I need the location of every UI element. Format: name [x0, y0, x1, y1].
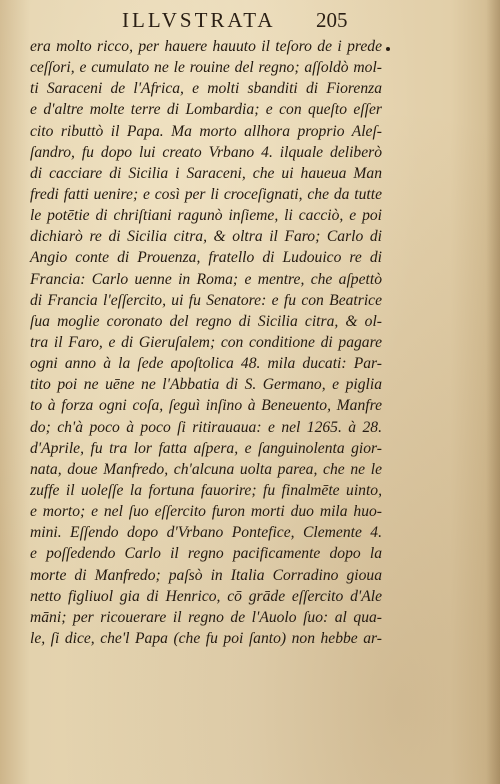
text-line: d'Aprile, fu tra lor fatta aſpera, e ſanguinolenta gior- [30, 439, 382, 457]
text-line: e morto; e nel ſuo eſſercito furon morti duo mila huo- [30, 503, 382, 521]
text-line: mini. Eſſendo dopo d'Vrbano Pontefice, Clemente 4. [30, 524, 382, 542]
page-header [0, 8, 500, 34]
page-number: 205 [316, 8, 348, 32]
text-line: zuffe il uoleſſe la fortuna fauorire; fu finalmēte uinto, [30, 481, 382, 499]
text-line: tito poi ne uēne ne l'Abbatia di S. Germano, e piglia [30, 376, 382, 394]
text-line: e d'altre molte terre di Lombardia; e con queſto eſſer [30, 101, 382, 119]
text-line: netto figliuol gia di Henrico, cō grāde eſſercito d'Ale [30, 587, 382, 605]
text-line: nata, doue Manfredo, ch'alcuna uolta parea, che ne le [30, 460, 382, 478]
body-text [30, 36, 382, 649]
margin-ink-dot [386, 47, 390, 51]
text-line: ſandro, fu dopo lui creato Vrbano 4. ilquale deliberò [30, 143, 382, 161]
text-line: Francia: Carlo uenne in Roma; e mentre, che aſpettò [30, 270, 382, 288]
text-line: era molto ricco, per hauere hauuto il teſoro de i prede [30, 38, 382, 55]
page-edge-shadow [486, 0, 500, 784]
text-line: dichiarò re di Sicilia citra, & oltra il Faro; Carlo di [30, 228, 382, 246]
text-line: le potētie di chriſtiani ragunò inſieme, li cacciò, e poi [30, 207, 382, 225]
text-line: le, ſi dice, che'l Papa (che fu poi ſanto) non hebbe ar- [30, 629, 382, 647]
running-head: ILLVSTRATA [122, 8, 276, 32]
text-line: di Francia l'eſſercito, ui fu Senatore: e fu con Beatrice [30, 291, 382, 309]
text-line: di cacciare di Sicilia i Saraceni, che ui haueua Man [30, 164, 382, 182]
text-line: e poſſedendo Carlo il regno pacificamente dopo la [30, 545, 382, 563]
text-line: morte di Manfredo; paſsò in Italia Corradino gioua [30, 566, 382, 584]
text-line: Angio conte di Prouenza, fratello di Ludouico re di [30, 249, 382, 267]
text-line: cito ributtò il Papa. Ma morto allhora proprio Aleſ- [30, 122, 382, 140]
text-line: māni; per ricouerare il regno de l'Auolo ſuo: al qua- [30, 608, 382, 626]
text-line: ti Saraceni de l'Africa, e molti sbanditi di Fiorenza [30, 80, 382, 98]
text-line: ogni anno à la ſede apoſtolica 48. mila ducati: Par- [30, 355, 382, 373]
text-line: tra il Faro, e di Gieruſalem; con conditione di pagare [30, 333, 382, 351]
text-line: to à forza ogni coſa, ſeguì inſino à Beneuento, Manfre [30, 397, 382, 415]
text-line: do; ch'à poco à poco ſi ritirauaua: e nel 1265. à 28. [30, 418, 382, 436]
text-line: ſua moglie coronato del regno di Sicilia citra, & ol- [30, 312, 382, 330]
text-line: fredi fatti uenire; e così per li croceſignati, che da tutte [30, 185, 382, 203]
text-line: ceſſori, e cumulato ne le rouine del regno; aſſoldò mol- [30, 59, 382, 77]
